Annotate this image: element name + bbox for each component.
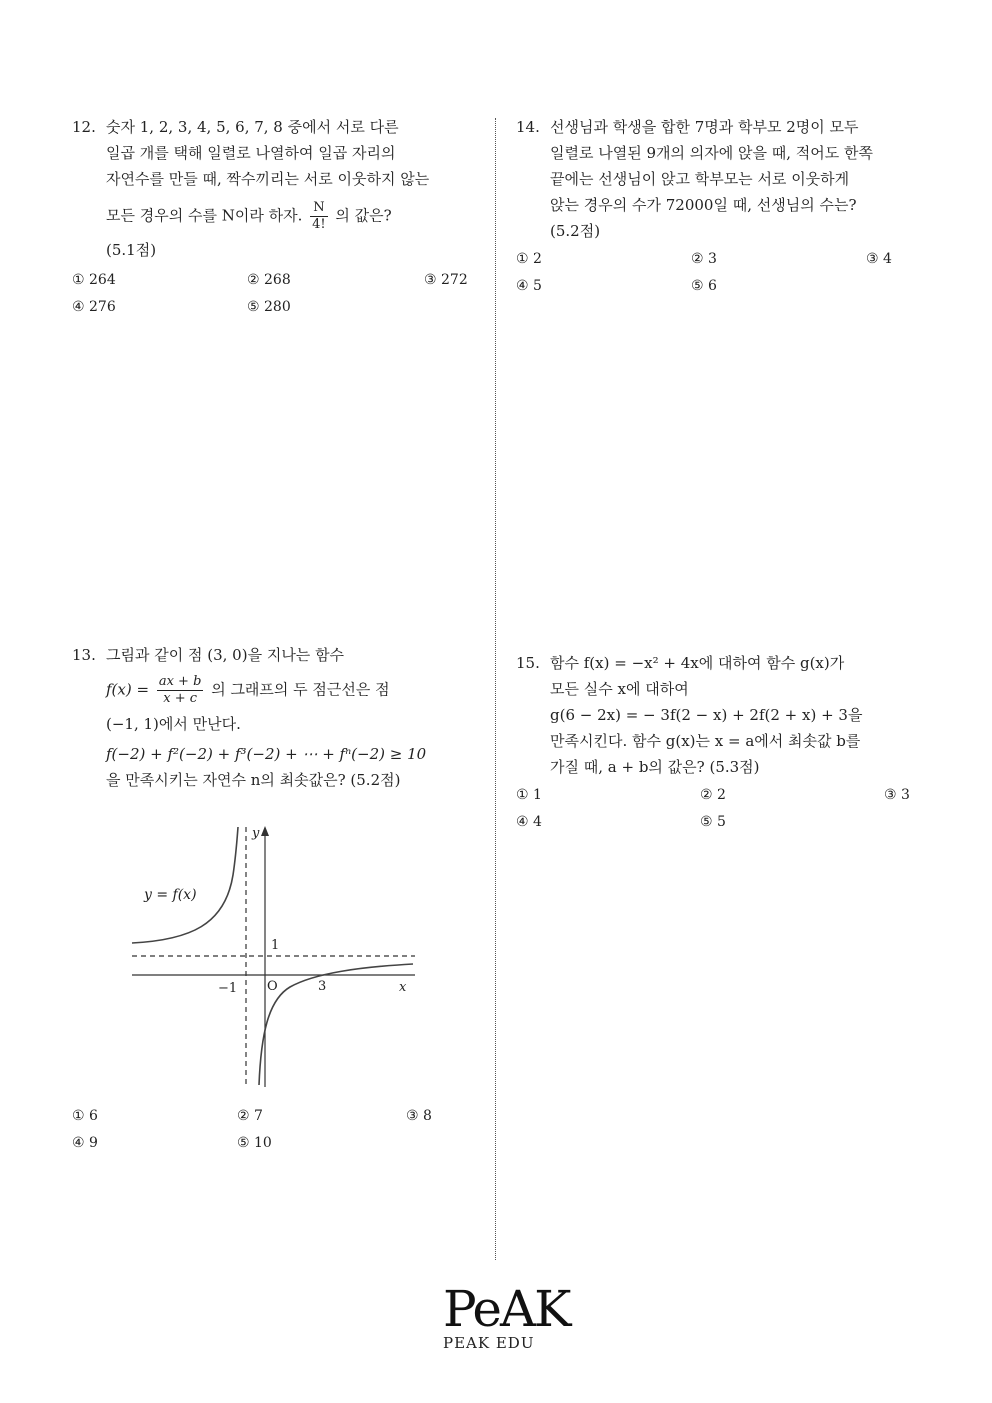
problem-14 [516, 114, 936, 244]
problem-line: 을 만족시키는 자연수 n의 최솟값은? (5.2점) [106, 771, 401, 789]
fraction-numerator: N [310, 200, 328, 217]
problem-line: 가질 때, a + b의 값은? (5.3점) [550, 758, 760, 776]
choice-4[interactable]: ④ 5 [516, 278, 542, 294]
x-axis-label: x [399, 980, 407, 995]
choice-5[interactable]: ⑤ 6 [691, 278, 717, 294]
function-graph [130, 825, 420, 1090]
choice-4[interactable]: ④ 276 [72, 299, 116, 315]
inequality: f(−2) + f²(−2) + f³(−2) + ⋯ + fⁿ(−2) ≥ 10 [106, 745, 427, 763]
fraction-denominator: 4! [312, 217, 326, 232]
problem-text [106, 642, 487, 793]
choice-5[interactable]: ⑤ 280 [247, 299, 291, 315]
choice-3[interactable]: ③ 272 [424, 272, 468, 288]
problem-text [550, 650, 936, 780]
choice-1[interactable]: ① 264 [72, 272, 116, 288]
problem-number: 12. [72, 118, 96, 136]
choice-1[interactable]: ① 1 [516, 787, 542, 803]
problem-number: 15. [516, 654, 540, 672]
peak-edu-logo [443, 1280, 570, 1352]
problem-line: 모든 실수 x에 대하여 [550, 680, 689, 698]
problem-text [106, 114, 482, 263]
choice-3[interactable]: ③ 8 [406, 1108, 432, 1124]
problem-text [550, 114, 936, 244]
choice-2[interactable]: ② 3 [691, 251, 717, 267]
text-segment: 의 그래프의 두 점근선은 점 [211, 680, 390, 699]
curve-label: y = f(x) [144, 887, 197, 903]
text-segment: 모든 경우의 수를 N이라 하자. [106, 206, 303, 225]
text-segment: 의 값은? [335, 206, 392, 225]
choice-1[interactable]: ① 2 [516, 251, 542, 267]
problem-line: 앉는 경우의 수가 72000일 때, 선생님의 수는? [550, 196, 857, 214]
problem-line: 만족시킨다. 함수 g(x)는 x = a에서 최솟값 b를 [550, 732, 861, 750]
y-axis-arrow [261, 826, 269, 836]
curve-right-branch [259, 964, 413, 1085]
problem-line: 선생님과 학생을 합한 7명과 학부모 2명이 모두 [550, 118, 859, 136]
tick-label-minus-1: −1 [218, 981, 238, 996]
problem-number: 13. [72, 646, 96, 664]
problem-15 [516, 650, 936, 780]
choice-5[interactable]: ⑤ 5 [700, 814, 726, 830]
problem-line: 일렬로 나열된 9개의 의자에 앉을 때, 적어도 한쪽 [550, 144, 873, 162]
problem-line: (−1, 1)에서 만난다. [106, 715, 241, 733]
choice-3[interactable]: ③ 3 [884, 787, 910, 803]
choice-1[interactable]: ① 6 [72, 1108, 98, 1124]
problem-line: 함수 f(x) = −x² + 4x에 대하여 함수 g(x)가 [550, 654, 845, 672]
points: (5.1점) [106, 241, 157, 259]
problem-line: 숫자 1, 2, 3, 4, 5, 6, 7, 8 중에서 서로 다른 [106, 118, 399, 136]
fraction-numerator: ax + b [158, 674, 202, 689]
logo-mark: PeAK [443, 1280, 570, 1338]
logo-text: PEAK EDU [443, 1334, 535, 1352]
tick-label-3: 3 [318, 979, 327, 994]
problem-line: 끝에는 선생님이 앉고 학부모는 서로 이웃하게 [550, 170, 850, 188]
choice-4[interactable]: ④ 4 [516, 814, 542, 830]
y-axis-label: y [252, 826, 260, 841]
choice-5[interactable]: ⑤ 10 [237, 1135, 272, 1151]
choice-3[interactable]: ③ 4 [866, 251, 892, 267]
problem-line: 일곱 개를 택해 일렬로 나열하여 일곱 자리의 [106, 144, 396, 162]
fraction-denominator: x + c [163, 691, 198, 706]
problem-line [106, 200, 482, 233]
tick-label-1: 1 [271, 938, 280, 953]
function-lhs: f(x) = [106, 680, 150, 699]
problem-line: 그림과 같이 점 (3, 0)을 지나는 함수 [106, 646, 345, 664]
fraction [310, 200, 328, 233]
choice-2[interactable]: ② 268 [247, 272, 291, 288]
column-divider [495, 118, 496, 1260]
problem-12 [72, 114, 482, 263]
choice-2[interactable]: ② 7 [237, 1108, 263, 1124]
problem-13 [72, 642, 487, 793]
problem-line [106, 674, 487, 707]
points: (5.2점) [550, 222, 601, 240]
problem-number: 14. [516, 118, 540, 136]
problem-line: g(6 − 2x) = − 3f(2 − x) + 2f(2 + x) + 3을 [550, 706, 863, 724]
fraction [157, 674, 204, 707]
choice-2[interactable]: ② 2 [700, 787, 726, 803]
origin-label: O [267, 979, 278, 994]
problem-line: 자연수를 만들 때, 짝수끼리는 서로 이웃하지 않는 [106, 170, 430, 188]
curve-left-branch [132, 827, 238, 943]
choice-4[interactable]: ④ 9 [72, 1135, 98, 1151]
